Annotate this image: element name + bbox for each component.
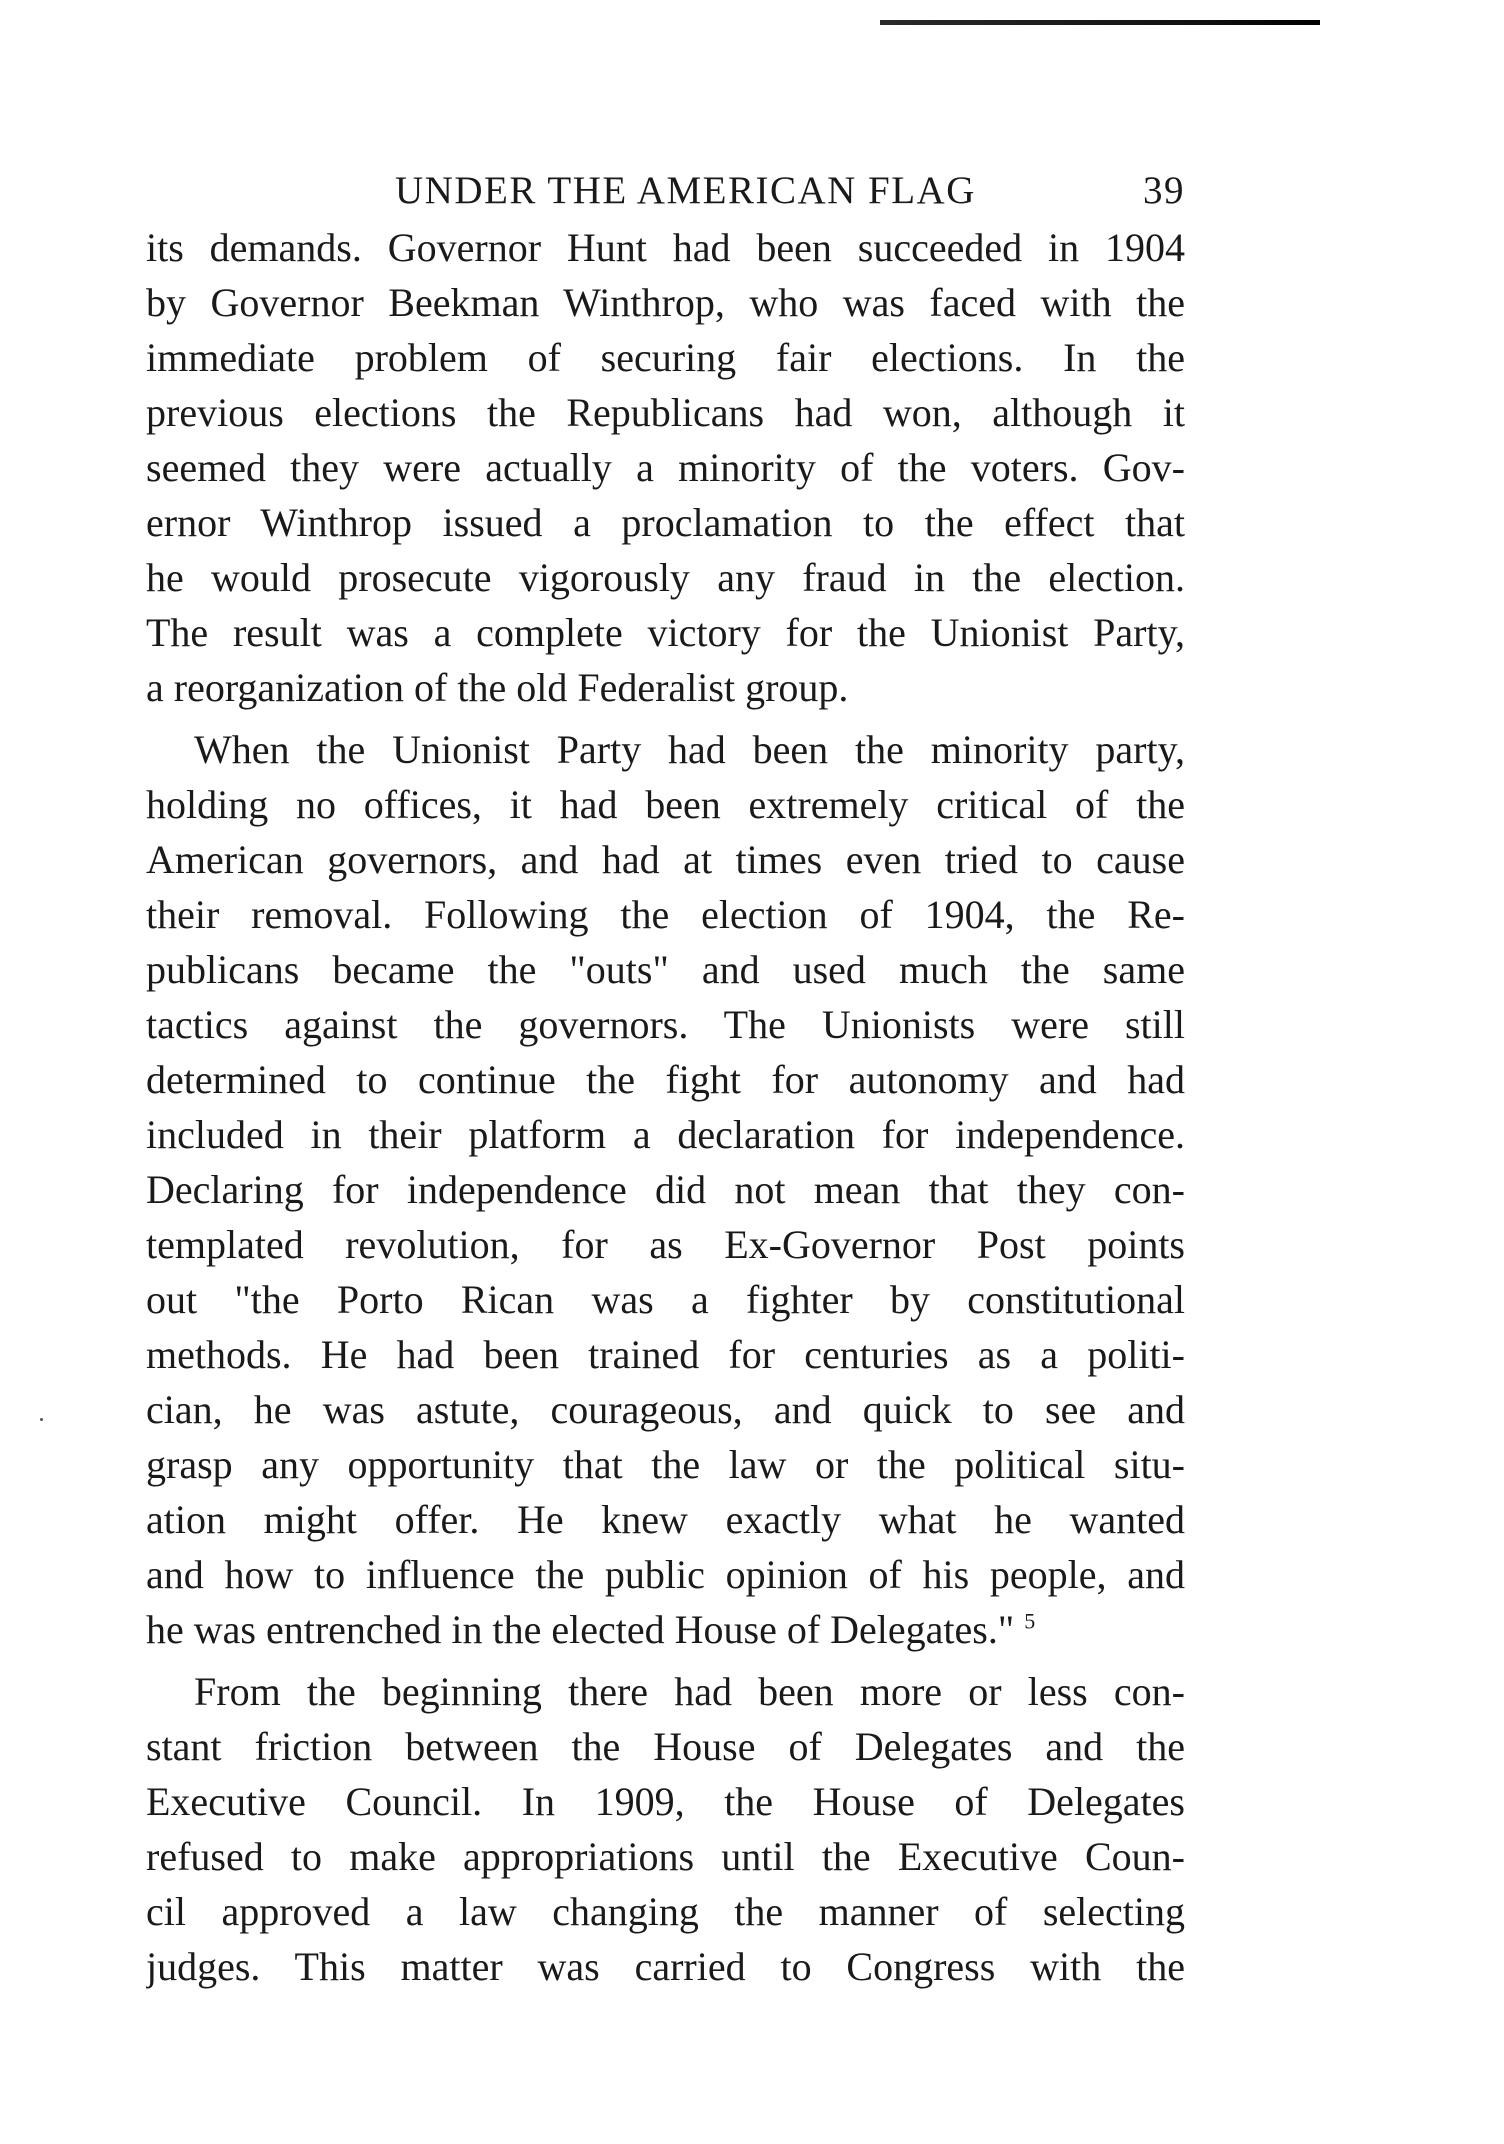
text-line: holding no offices, it had been extremely critical of the bbox=[146, 782, 1185, 827]
text-line: tactics against the governors. The Unionists were still bbox=[146, 1002, 1185, 1047]
text-line: a reorganization of the old Federalist group. bbox=[146, 665, 849, 710]
text-line: When the Unionist Party had been the minority party, bbox=[194, 727, 1185, 772]
text-line: seemed they were actually a minority of the voters. Gov- bbox=[146, 445, 1185, 490]
text-line: judges. This matter was carried to Congress with the bbox=[146, 1944, 1185, 1989]
text-line: ation might offer. He knew exactly what he wanted bbox=[146, 1497, 1185, 1542]
text-line: methods. He had been trained for centuries as a politi- bbox=[146, 1332, 1185, 1377]
running-title: UNDER THE AMERICAN FLAG bbox=[395, 169, 976, 212]
body-text bbox=[146, 220, 1185, 1994]
text-line: he was entrenched in the elected House of Delegates." bbox=[146, 1607, 1015, 1652]
text-line: stant friction between the House of Delegates and the bbox=[146, 1724, 1185, 1769]
text-line: determined to continue the fight for autonomy and had bbox=[146, 1057, 1185, 1102]
text-line: their removal. Following the election of 1904, the Re- bbox=[146, 892, 1185, 937]
text-line: out "the Porto Rican was a fighter by constitutional bbox=[146, 1277, 1185, 1322]
text-line-with-footnote bbox=[146, 1602, 1185, 1657]
text-line: From the beginning there had been more or less con- bbox=[194, 1669, 1185, 1714]
text-line: American governors, and had at times even tried to cause bbox=[146, 837, 1185, 882]
text-line: Declaring for independence did not mean that they con- bbox=[146, 1167, 1185, 1212]
text-line: templated revolution, for as Ex-Governor Post points bbox=[146, 1222, 1185, 1267]
text-line: publicans became the "outs" and used much the same bbox=[146, 947, 1185, 992]
text-line: and how to influence the public opinion of his people, and bbox=[146, 1552, 1185, 1597]
paragraph-2 bbox=[146, 722, 1185, 1657]
text-line: by Governor Beekman Winthrop, who was faced with the bbox=[146, 280, 1185, 325]
text-line: grasp any opportunity that the law or the political situ- bbox=[146, 1442, 1185, 1487]
text-line: included in their platform a declaration for independence. bbox=[146, 1112, 1185, 1157]
text-line: cil approved a law changing the manner of selecting bbox=[146, 1889, 1185, 1934]
text-line: cian, he was astute, courageous, and quick to see and bbox=[146, 1387, 1185, 1432]
paragraph-3 bbox=[146, 1664, 1185, 1994]
text-line: refused to make appropriations until the Executive Coun- bbox=[146, 1834, 1185, 1879]
scan-speck bbox=[40, 1418, 43, 1421]
text-line: The result was a complete victory for the Unionist Party, bbox=[146, 610, 1185, 655]
text-line: immediate problem of securing fair elections. In the bbox=[146, 335, 1185, 380]
text-line: Executive Council. In 1909, the House of Delegates bbox=[146, 1779, 1185, 1824]
paragraph-1 bbox=[146, 220, 1185, 715]
text-line: previous elections the Republicans had won, although it bbox=[146, 390, 1185, 435]
text-line: its demands. Governor Hunt had been succeeded in 1904 bbox=[146, 225, 1185, 270]
footnote-reference: 5 bbox=[1024, 1608, 1036, 1634]
running-head bbox=[395, 165, 1185, 217]
page-number: 39 bbox=[1143, 169, 1185, 212]
top-rule bbox=[880, 20, 1320, 25]
text-line: ernor Winthrop issued a proclamation to the effect that bbox=[146, 500, 1185, 545]
text-line: he would prosecute vigorously any fraud in the election. bbox=[146, 555, 1185, 600]
